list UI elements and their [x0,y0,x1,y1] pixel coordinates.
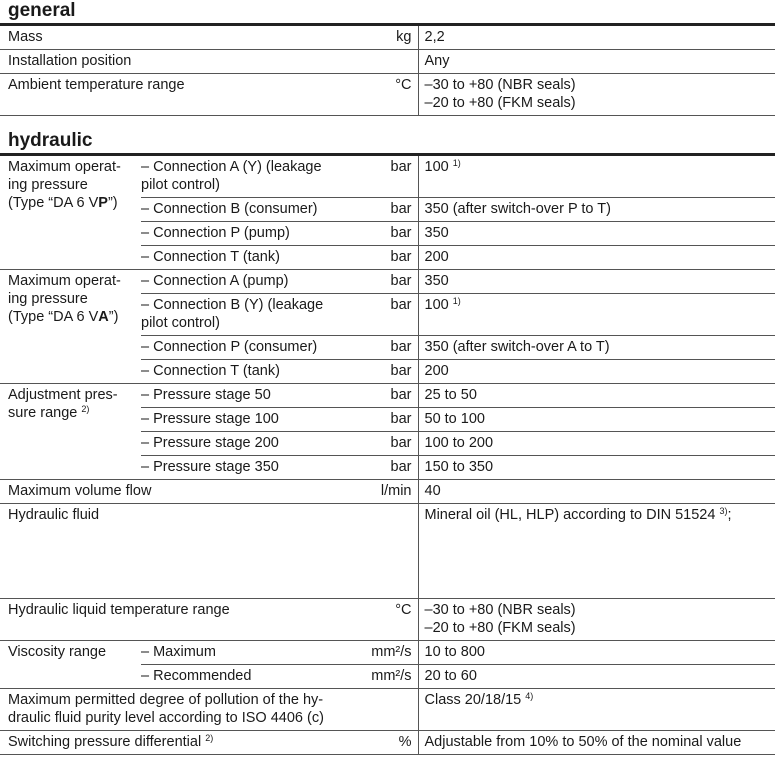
hydraulic-table [0,153,775,755]
general-table [0,23,775,116]
row-value: 2,2 [418,25,775,50]
table-row: – Connection B (Y) (leakage pilot control) bar 100 $^{1)}$ [0,294,775,336]
table-row: – Pressure stage 100 bar 50 to 100 [0,408,775,432]
row-label: Installation position [0,50,358,74]
table-row [0,50,775,74]
table-row: Maximum permitted degree of pollution of the hy- draulic fluid purity level according to ISO 4406 (c) Class 20/18/15 $^{4)}$ [0,689,775,731]
table-row: Maximum operat- ing pressure (Type “DA 6 VA”) – Connection A (pump) bar 350 [0,270,775,294]
section-title-general: general [8,0,76,21]
table-row: Hydraulic liquid temperature range °C –30 to +80 (NBR seals) –20 to +80 (FKM seals) [0,599,775,641]
table-row: – Connection P (pump) bar 350 [0,222,775,246]
table-row: Adjustment pres- sure range $^{2)}$ – Pressure stage 50 bar 25 to 50 [0,384,775,408]
table-row: – Pressure stage 200 bar 100 to 200 [0,432,775,456]
table-row: Switching pressure differential $^{2)}$ % Adjustable from 10% to 50% of the nominal value [0,731,775,755]
row-label: Ambient temperature range [0,74,358,116]
row-unit: kg [358,25,418,50]
table-row: – Connection T (tank) bar 200 [0,246,775,270]
group-label-adjust: Adjustment pres- sure range $^{2)}$ [0,384,141,480]
table-row: Maximum volume flow l/min 40 [0,480,775,504]
table-row: – Pressure stage 350 bar 150 to 350 [0,456,775,480]
row-value: –20 to +80 (FKM seals) [424,95,576,111]
table-row: – Recommended mm²/s 20 to 60 [0,665,775,689]
table-row: Viscosity range – Maximum mm²/s 10 to 800 [0,641,775,665]
row-unit: °C [358,74,418,116]
row-value: Any [418,50,775,74]
table-row [0,74,775,116]
table-row: – Connection T (tank) bar 200 [0,360,775,384]
group-label-vp: Maximum operat- ing pressure (Type “DA 6 VP”) [0,155,141,270]
table-row [0,25,775,50]
group-label-va: Maximum operat- ing pressure (Type “DA 6 VA”) [0,270,141,384]
row-label: Mass [0,25,358,50]
row-value: –30 to +80 (NBR seals) [424,77,576,93]
table-row: – Connection B (consumer) bar 350 (after switch-over P to T) [0,198,775,222]
table-row: – Connection P (consumer) bar 350 (after switch-over A to T) [0,336,775,360]
table-row: Hydraulic fluid Mineral oil (HL, HLP) according to DIN 51524 $^{3)}$; [0,504,775,599]
section-title-hydraulic: hydraulic [8,130,93,151]
table-row: Maximum operat- ing pressure (Type “DA 6 VP”) – Connection A (Y) (leakage pilot control) bar 100 $^{1)}$ [0,155,775,198]
